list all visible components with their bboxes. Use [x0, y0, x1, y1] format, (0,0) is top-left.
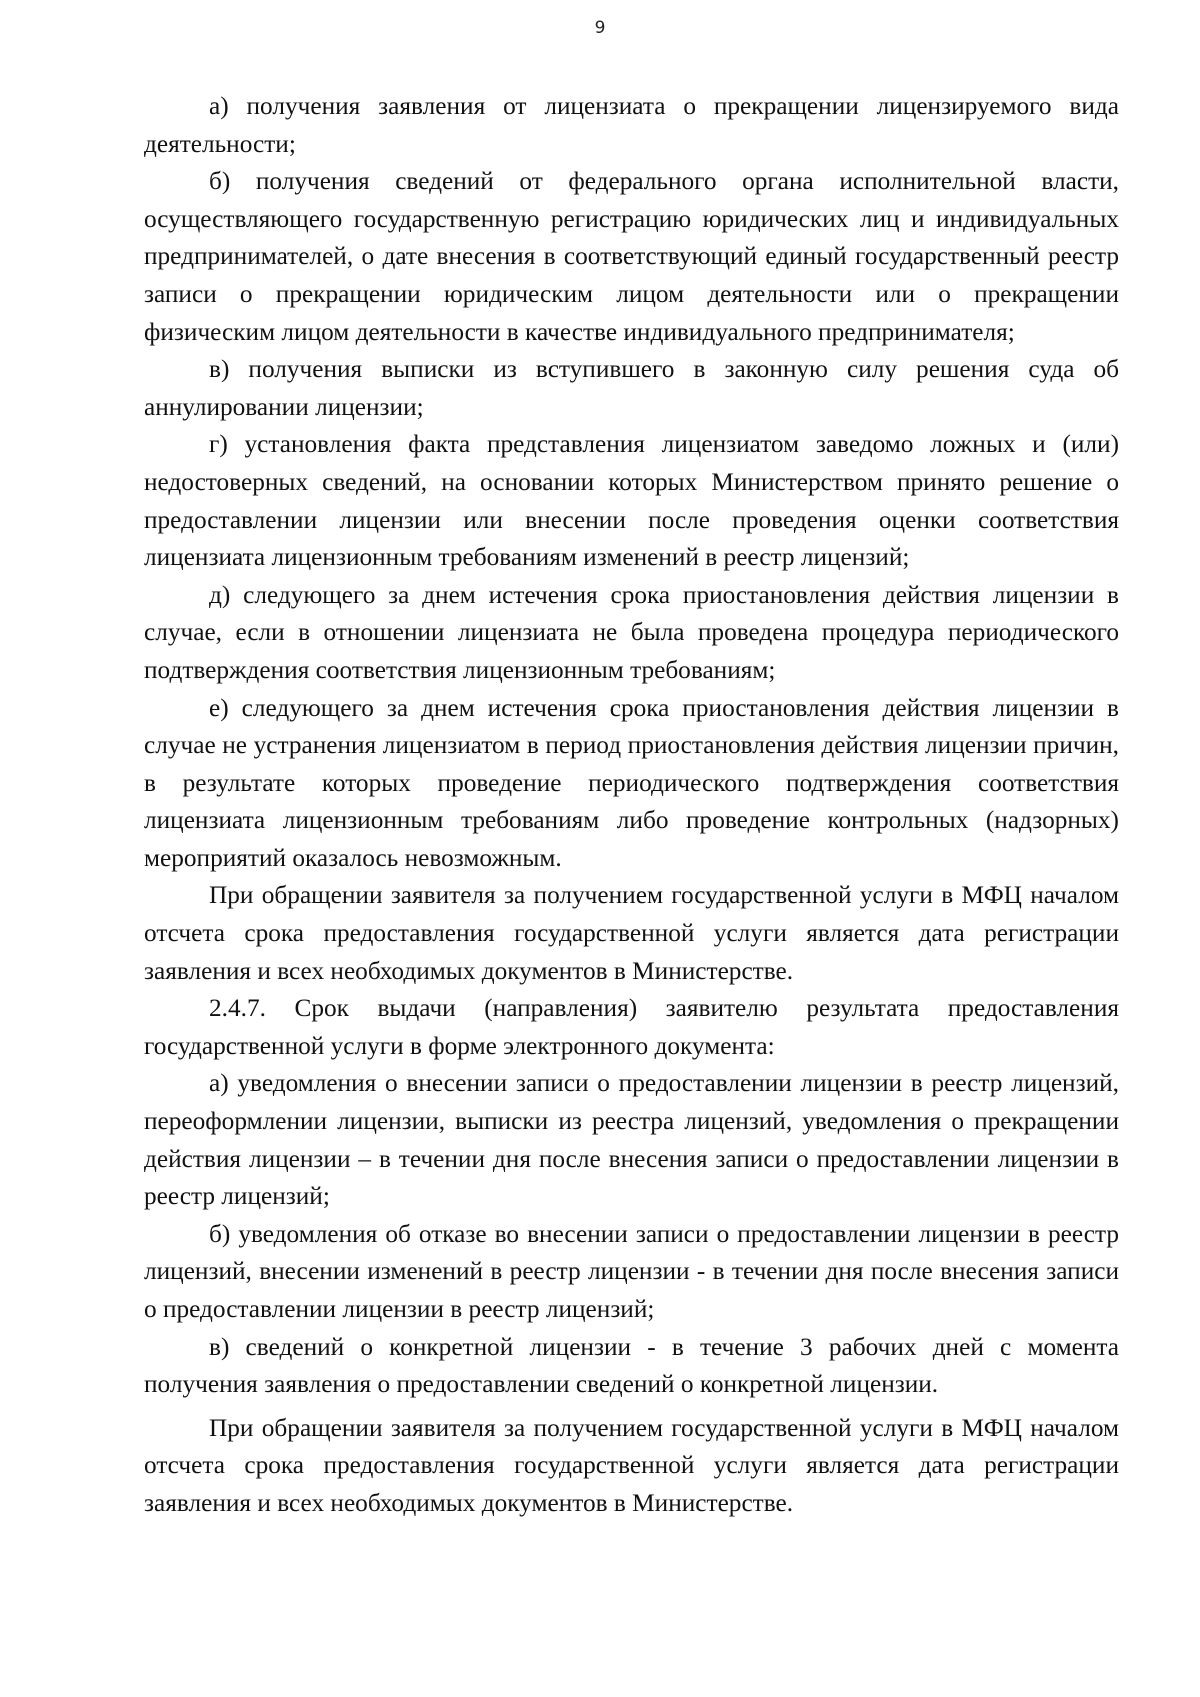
- paragraph-2-4-7-a: а) уведомления о внесении записи о предоставлении лицензии в реестр лицензий, переоформлении лицензии, выписки из реестра лицензий, уведомления о прекращении действия лицензии – в течении дня после внесения записи о предоставлении лицензии в реестр лицензий;: [144, 1069, 1119, 1211]
- paragraph-2-4-7-v: в) сведений о конкретной лицензии - в течение 3 рабочих дней с момента получения заявления о предоставлении сведений о конкретной лицензии.: [144, 1332, 1119, 1399]
- paragraph-item-b: б) получения сведений от федерального органа исполнительной власти, осуществляющего государственную регистрацию юридических лиц и индивидуальных предпринимателей, о дате внесения в соответствующий единый государственный реестр записи о прекращении юридическим лицом деятельности или о прекращении физическим лицом деятельности в качестве индивидуального предпринимателя;: [144, 167, 1119, 346]
- paragraph-item-d: д) следующего за днем истечения срока приостановления действия лицензии в случае, если в отношении лицензиата не была проведена процедура периодического подтверждения соответствия лицензионным требованиям;: [144, 580, 1119, 684]
- paragraph-mfc-note: При обращении заявителя за получением государственной услуги в МФЦ началом отсчета срока предоставления государственной услуги является дата регистрации заявления и всех необходимых документов в Министерстве.: [144, 881, 1119, 985]
- paragraph-mfc-note-2: При обращении заявителя за получением государственной услуги в МФЦ началом отсчета срока предоставления государственной услуги является дата регистрации заявления и всех необходимых документов в Министерстве.: [144, 1413, 1119, 1517]
- paragraph-item-a: а) получения заявления от лицензиата о прекращении лицензируемого вида деятельности;: [144, 92, 1119, 158]
- paragraph-2-4-7: 2.4.7. Срок выдачи (направления) заявителю результата предоставления государственной услуги в форме электронного документа:: [144, 994, 1119, 1060]
- paragraph-item-e: е) следующего за днем истечения срока приостановления действия лицензии в случае не устранения лицензиатом в период приостановления действия лицензии причин, в результате которых проведение периодического подтверждения соответствия лицензиата лицензионным требованиям либо проведение контрольных (надзорных) мероприятий оказалось невозможным.: [144, 693, 1119, 872]
- paragraph-item-v: в) получения выписки из вступившего в законную силу решения суда об аннулировании лицензии;: [144, 355, 1119, 421]
- page-number: 9: [594, 18, 606, 38]
- paragraph-2-4-7-b: б) уведомления об отказе во внесении записи о предоставлении лицензии в реестр лицензий, внесении изменений в реестр лицензии - в течении дня после внесения записи о предоставлении лицензии в реестр лицензий;: [144, 1219, 1119, 1323]
- paragraph-item-g: г) установления факта представления лицензиатом заведомо ложных и (или) недостоверных сведений, на основании которых Министерством принято решение о предоставлении лицензии или внесении после проведения оценки соответствия лицензиата лицензионным требованиям изменений в реестр лицензий;: [144, 430, 1119, 572]
- document-body: [144, 88, 1119, 1523]
